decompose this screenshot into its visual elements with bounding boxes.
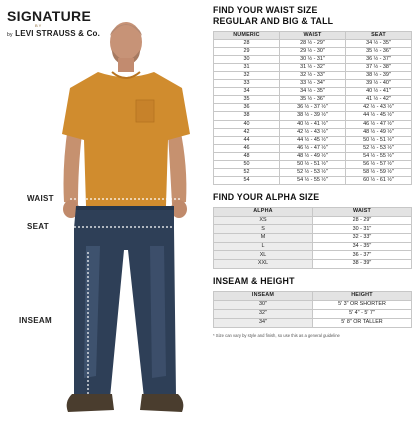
model-right-shoe <box>140 394 183 412</box>
alpha-table-header-waist: WAIST <box>313 207 412 216</box>
waist-table-row-cell: 40 ½ - 41" <box>346 88 412 96</box>
waist-table-row-cell: 35 ½ - 36" <box>280 96 346 104</box>
alpha-table-row-cell: 32 - 33" <box>313 233 412 242</box>
waist-table-row-cell: 28 <box>214 40 280 48</box>
alpha-table-row-cell: L <box>214 242 313 251</box>
waist-section-title: FIND YOUR WAIST SIZE <box>213 5 318 15</box>
alpha-table-row <box>214 251 412 260</box>
waist-table-row-cell: 39 ½ - 40" <box>346 80 412 88</box>
alpha-table-row <box>214 225 412 234</box>
alpha-table-row-cell: 38 - 39" <box>313 260 412 269</box>
alpha-table-row-cell: XXL <box>214 260 313 269</box>
alpha-table-row <box>214 260 412 269</box>
inseam-table-header-inseam: INSEAM <box>214 291 313 300</box>
waist-table-header-numeric: NUMERIC <box>214 32 280 40</box>
alpha-table-row-cell: 30 - 31" <box>313 225 412 234</box>
inseam-table-row-cell: 30" <box>214 300 313 309</box>
waist-table-row-cell: 37 ½ - 38" <box>346 64 412 72</box>
waist-table-row-cell: 30 ½ - 31" <box>280 56 346 64</box>
waist-table-row-cell: 50 <box>214 160 280 168</box>
alpha-table-header-alpha: ALPHA <box>214 207 313 216</box>
waist-table-row-cell: 41 ½ - 42" <box>346 96 412 104</box>
alpha-table-row-cell: 28 - 29" <box>313 216 412 225</box>
waist-table-row-cell: 33 <box>214 80 280 88</box>
waist-table-row <box>214 152 412 160</box>
waist-table-row-cell: 34 ½ - 35" <box>346 40 412 48</box>
waist-table-row-cell: 46 ½ - 47 ½" <box>280 144 346 152</box>
waist-table-row <box>214 48 412 56</box>
waist-table-row <box>214 104 412 112</box>
waist-table-row <box>214 80 412 88</box>
model-neck <box>118 58 134 72</box>
inseam-table-row-cell: 5' 3" OR SHORTER <box>313 300 412 309</box>
waist-table-row-cell: 52 ½ - 53 ½" <box>346 144 412 152</box>
inseam-table-header-height: HEIGHT <box>313 291 412 300</box>
size-footnote: * Size can vary by style and finish, so use this as a general guideline <box>213 332 340 338</box>
waist-table-row-cell: 40 ½ - 41 ½" <box>280 120 346 128</box>
alpha-table-row-cell: M <box>214 233 313 242</box>
inseam-table-row-cell: 32" <box>214 309 313 318</box>
waist-table-row <box>214 176 412 184</box>
waist-table-row <box>214 88 412 96</box>
alpha-table-row-cell: S <box>214 225 313 234</box>
waist-table-row-cell: 38 ½ - 39" <box>346 72 412 80</box>
brand-maker-prefix: by <box>7 32 13 38</box>
waist-table-body <box>214 40 412 185</box>
waist-table-row-cell: 52 <box>214 168 280 176</box>
waist-table-row <box>214 168 412 176</box>
model-shirt <box>62 72 190 206</box>
waist-table-row-cell: 48 ½ - 49 ½" <box>280 152 346 160</box>
inseam-table-row-cell: 5' 4" - 5' 7" <box>313 309 412 318</box>
inseam-table-row <box>214 300 412 309</box>
waist-table-row-cell: 42 <box>214 128 280 136</box>
waist-table-row-cell: 35 ½ - 36" <box>346 48 412 56</box>
waist-table-row <box>214 128 412 136</box>
alpha-table-body <box>214 216 412 268</box>
waist-table-row-cell: 40 <box>214 120 280 128</box>
waist-table-row-cell: 54 ½ - 55 ½" <box>280 176 346 184</box>
waist-table-row-cell: 36 ½ - 37 ½" <box>280 104 346 112</box>
waist-table-row-cell: 32 <box>214 72 280 80</box>
waist-table-row-cell: 28 ½ - 29" <box>280 40 346 48</box>
waist-table-header-waist: WAIST <box>280 32 346 40</box>
waist-table-row-cell: 50 ½ - 51 ½" <box>280 160 346 168</box>
waist-table-row-cell: 38 ½ - 39 ½" <box>280 112 346 120</box>
model-panel <box>0 0 205 425</box>
inseam-table-row <box>214 318 412 327</box>
alpha-table-row <box>214 233 412 242</box>
waist-table-row-cell: 34 ½ - 35" <box>280 88 346 96</box>
waist-table-row <box>214 136 412 144</box>
model-left-shoe <box>67 394 114 412</box>
waist-table-row-cell: 44 <box>214 136 280 144</box>
waist-table-row <box>214 160 412 168</box>
brand-name: SIGNATURE <box>7 8 92 24</box>
waist-table-row-cell: 38 <box>214 112 280 120</box>
waist-table-row-cell: 36 <box>214 104 280 112</box>
alpha-table-row-cell: XS <box>214 216 313 225</box>
waist-table-row <box>214 64 412 72</box>
waist-table-row-cell: 54 <box>214 176 280 184</box>
waist-table-row-cell: 32 ½ - 33" <box>280 72 346 80</box>
alpha-size-table <box>213 207 412 269</box>
size-chart-panel <box>213 0 413 338</box>
waist-size-table <box>213 31 412 185</box>
waist-table-row-cell: 46 ½ - 47 ½" <box>346 120 412 128</box>
model-right-arm <box>168 128 186 204</box>
waist-table-row <box>214 40 412 48</box>
waist-table-row-cell: 44 ½ - 45 ½" <box>280 136 346 144</box>
inseam-table-body <box>214 300 412 327</box>
waist-table-row-cell: 46 <box>214 144 280 152</box>
inseam-section-title: INSEAM & HEIGHT <box>213 275 295 286</box>
waist-table-row-cell: 31 ½ - 32" <box>280 64 346 72</box>
waist-label: WAIST <box>27 194 54 203</box>
alpha-table-row-cell: XL <box>214 251 313 260</box>
waist-table-row-cell: 31 <box>214 64 280 72</box>
waist-table-row-cell: 52 ½ - 53 ½" <box>280 168 346 176</box>
waist-table-row-cell: 36 ½ - 37" <box>346 56 412 64</box>
inseam-table-row-cell: 5' 8" OR TALLER <box>313 318 412 327</box>
waist-table-row <box>214 96 412 104</box>
waist-table-row-cell: 42 ½ - 43 ½" <box>346 104 412 112</box>
alpha-table-row-cell: 34 - 35" <box>313 242 412 251</box>
alpha-table-row <box>214 216 412 225</box>
alpha-section-title: FIND YOUR ALPHA SIZE <box>213 191 320 202</box>
model-shirt-pocket <box>136 100 154 122</box>
waist-table-header-seat: SEAT <box>346 32 412 40</box>
inseam-height-table <box>213 291 412 328</box>
waist-table-row-cell: 60 ½ - 61 ½" <box>346 176 412 184</box>
waist-table-row-cell: 48 ½ - 49 ½" <box>346 128 412 136</box>
waist-table-row <box>214 120 412 128</box>
alpha-table-row <box>214 242 412 251</box>
model-jeans-highlight-right <box>150 246 166 378</box>
waist-table-row-cell: 48 <box>214 152 280 160</box>
brand-maker-name: LEVI STRAUSS & Co. <box>15 29 101 38</box>
waist-table-row <box>214 144 412 152</box>
waist-table-row-cell: 29 <box>214 48 280 56</box>
inseam-table-row-cell: 34" <box>214 318 313 327</box>
waist-table-row <box>214 112 412 120</box>
waist-section-subtitle: REGULAR AND BIG & TALL <box>213 16 334 26</box>
waist-table-row-cell: 50 ½ - 51 ½" <box>346 136 412 144</box>
model-figure <box>40 16 205 425</box>
waist-table-row-cell: 33 ½ - 34" <box>280 80 346 88</box>
seat-label: SEAT <box>27 222 49 231</box>
waist-table-row-cell: 35 <box>214 96 280 104</box>
model-belt-line <box>76 206 174 210</box>
inseam-label: INSEAM <box>19 316 52 325</box>
waist-table-row <box>214 72 412 80</box>
inseam-table-row <box>214 309 412 318</box>
waist-table-row-cell: 58 ½ - 59 ½" <box>346 168 412 176</box>
brand-tagline: BY <box>35 23 43 28</box>
waist-table-row-cell: 44 ½ - 45 ½" <box>346 112 412 120</box>
waist-table-row-cell: 34 <box>214 88 280 96</box>
waist-table-row-cell: 30 <box>214 56 280 64</box>
waist-table-row-cell: 42 ½ - 43 ½" <box>280 128 346 136</box>
waist-table-row-cell: 29 ½ - 30" <box>280 48 346 56</box>
waist-table-row-cell: 54 ½ - 55 ½" <box>346 152 412 160</box>
waist-table-row-cell: 56 ½ - 57 ½" <box>346 160 412 168</box>
alpha-table-row-cell: 36 - 37" <box>313 251 412 260</box>
waist-table-row <box>214 56 412 64</box>
